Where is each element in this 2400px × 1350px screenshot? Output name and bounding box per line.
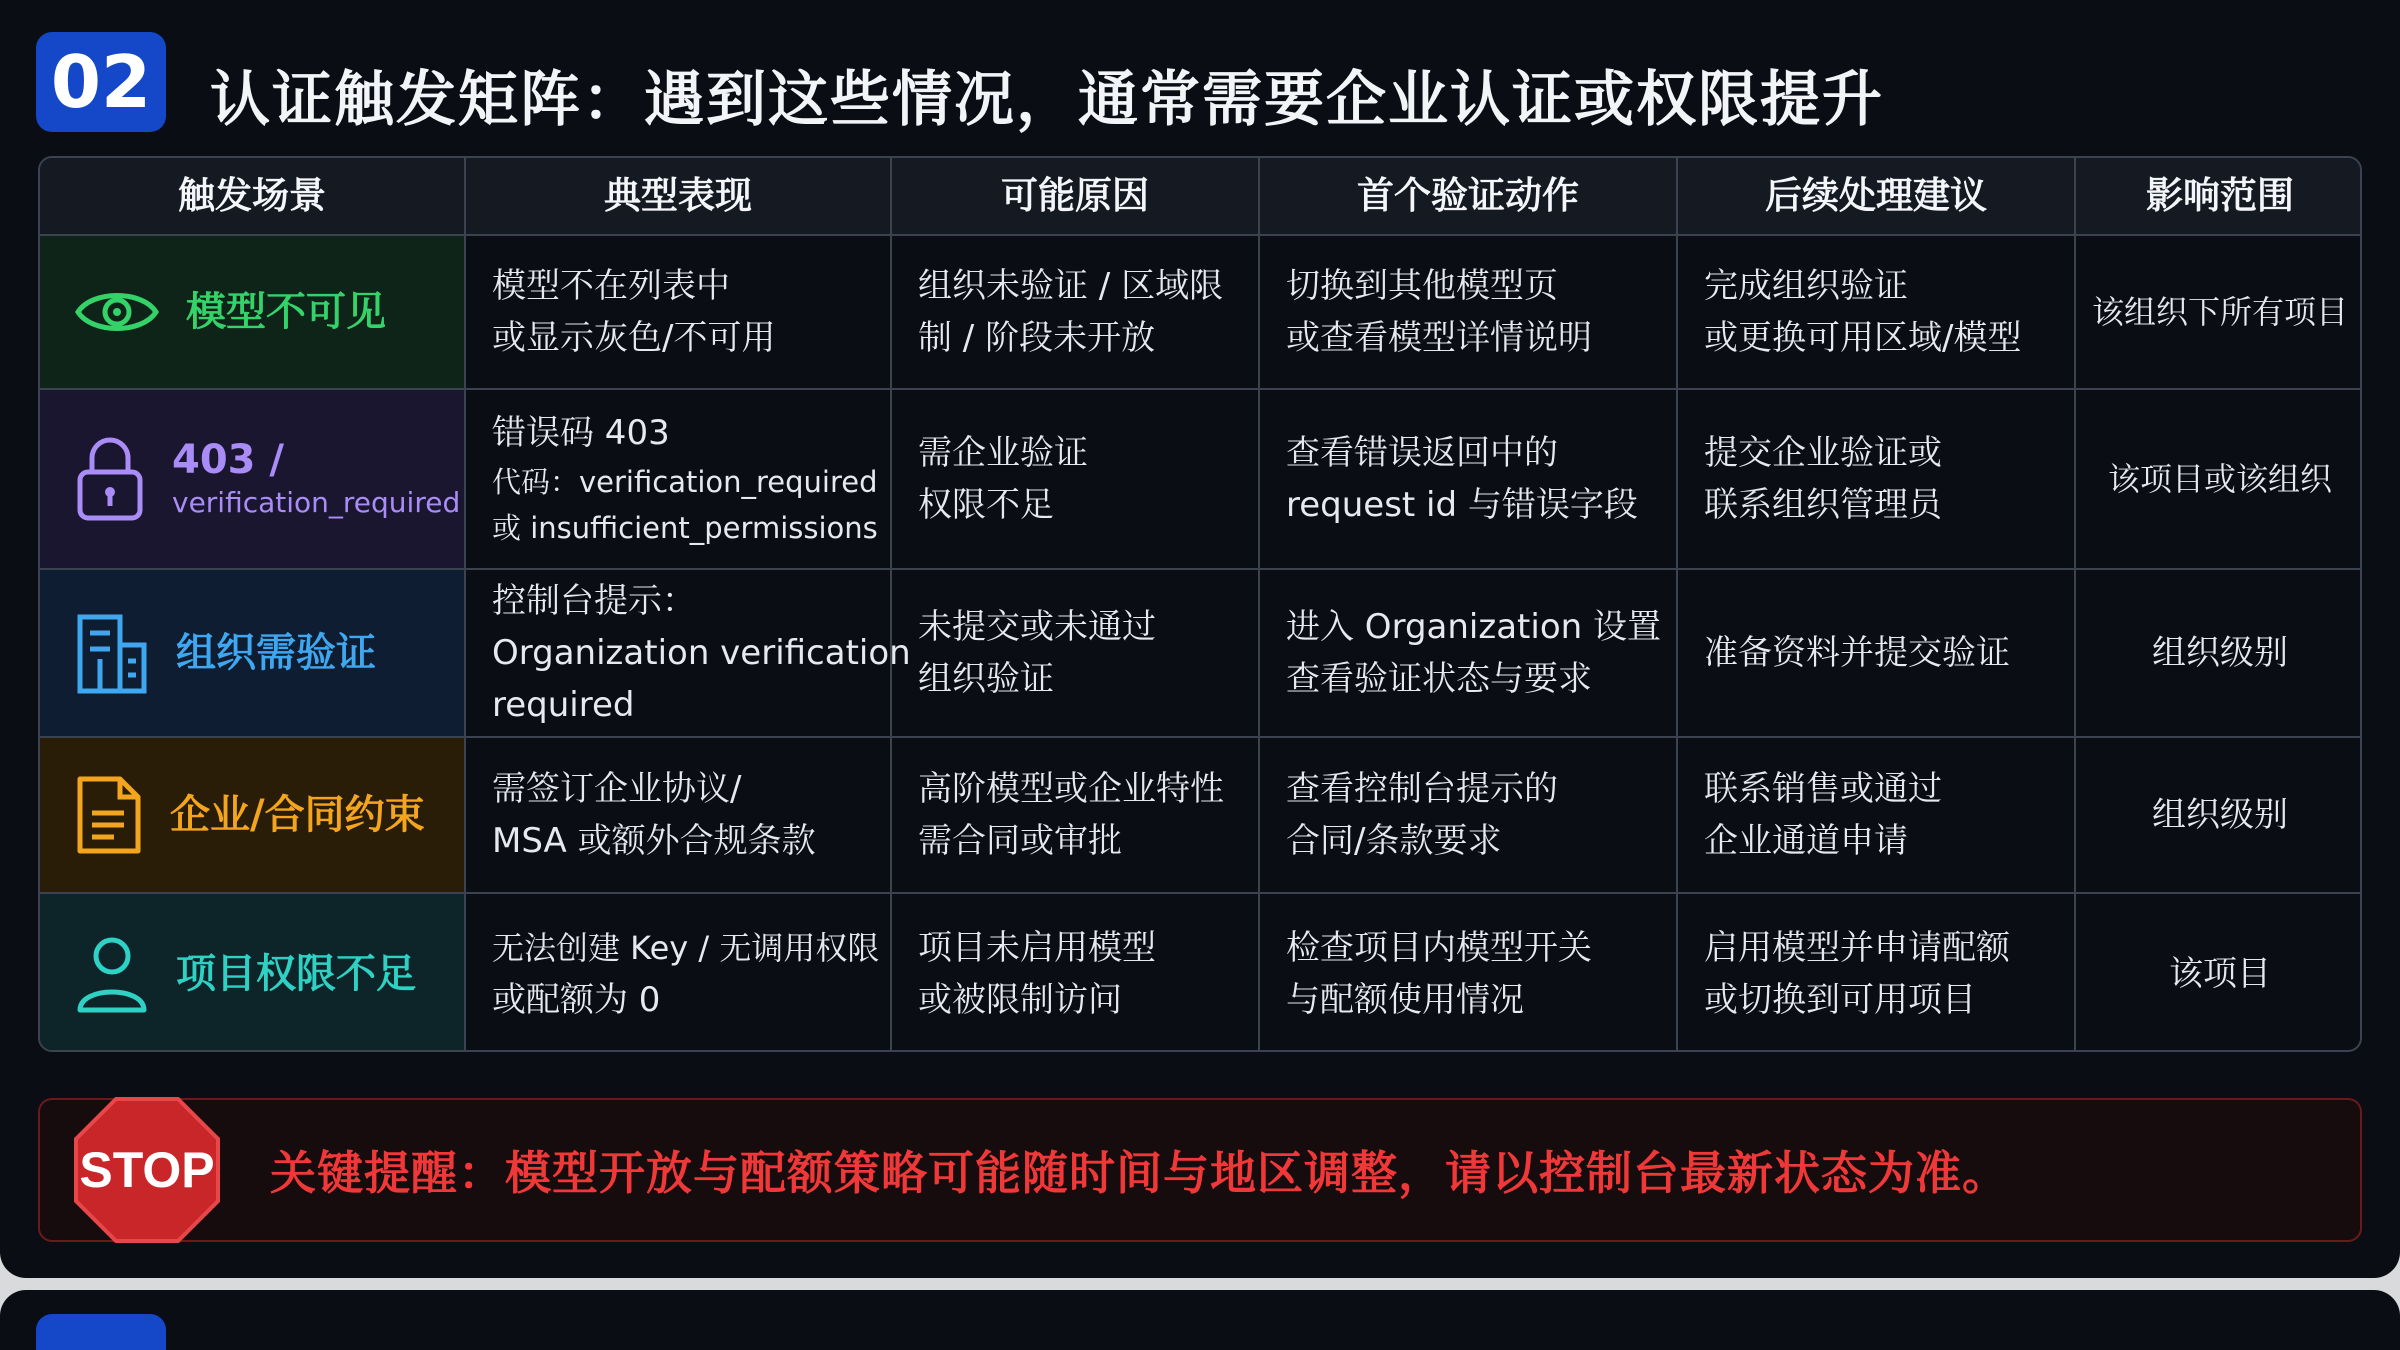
first-action-cell bbox=[1260, 894, 1678, 1052]
symptom-line: 错误码 403 bbox=[492, 413, 670, 453]
symptom-cell bbox=[466, 390, 892, 570]
cause-line: 权限不足 bbox=[918, 485, 1054, 525]
follow-up-line: 提交企业验证或 bbox=[1704, 433, 1942, 473]
scope-cell: 组织级别 bbox=[2076, 570, 2362, 738]
section-title: 认证触发矩阵：遇到这些情况，通常需要企业认证或权限提升 bbox=[210, 65, 1884, 135]
follow-up-line: 联系销售或通过 bbox=[1704, 769, 1942, 809]
cause-line: 需合同或审批 bbox=[918, 821, 1122, 861]
follow-up-line: 准备资料并提交验证 bbox=[1704, 633, 2010, 673]
symptom-line: required bbox=[492, 685, 635, 725]
cause-line: 未提交或未通过 bbox=[918, 607, 1156, 647]
trigger-label: 403 / bbox=[172, 437, 285, 483]
cause-line: 组织未验证 / 区域限 bbox=[918, 266, 1224, 306]
symptom-line: 需签订企业协议/ bbox=[492, 769, 742, 809]
cause-cell bbox=[892, 570, 1260, 738]
lock-icon bbox=[74, 434, 146, 524]
follow-up-line: 或切换到可用项目 bbox=[1704, 980, 1976, 1020]
cause-cell bbox=[892, 894, 1260, 1052]
action-line: 查看验证状态与要求 bbox=[1286, 659, 1592, 699]
follow-up-line: 企业通道申请 bbox=[1704, 821, 1908, 861]
scope-cell: 该项目或该组织 bbox=[2076, 390, 2362, 570]
trigger-cell bbox=[40, 236, 466, 390]
symptom-line: 模型不在列表中 bbox=[492, 266, 730, 306]
cause-cell bbox=[892, 390, 1260, 570]
header-first-action: 首个验证动作 bbox=[1260, 158, 1678, 236]
scope-cell: 组织级别 bbox=[2076, 738, 2362, 894]
header-scope: 影响范围 bbox=[2076, 158, 2362, 236]
follow-up-cell bbox=[1678, 738, 2076, 894]
reminder-text: 关键提醒：模型开放与配额策略可能随时间与地区调整，请以控制台最新状态为准。 bbox=[270, 1146, 2009, 1200]
first-action-cell bbox=[1260, 738, 1678, 894]
header-follow-up: 后续处理建议 bbox=[1678, 158, 2076, 236]
cause-line: 或被限制访问 bbox=[918, 980, 1122, 1020]
symptom-line: 控制台提示： bbox=[492, 581, 696, 621]
symptom-cell bbox=[466, 570, 911, 738]
follow-up-line: 或更换可用区域/模型 bbox=[1704, 318, 2022, 358]
section-number-badge: 02 bbox=[36, 32, 166, 132]
scope-cell: 该组织下所有项目 bbox=[2076, 236, 2362, 390]
symptom-line: Organization verification bbox=[492, 633, 911, 673]
symptom-cell bbox=[466, 738, 892, 894]
action-line: 与配额使用情况 bbox=[1286, 980, 1524, 1020]
follow-up-line: 完成组织验证 bbox=[1704, 266, 1908, 306]
trigger-label: 企业/合同约束 bbox=[170, 792, 425, 838]
follow-up-cell bbox=[1678, 236, 2076, 390]
action-line: 或查看模型详情说明 bbox=[1286, 318, 1592, 358]
trigger-label-group bbox=[172, 436, 460, 522]
trigger-sublabel: verification_required bbox=[172, 486, 461, 519]
symptom-cell bbox=[466, 236, 892, 390]
follow-up-line: 联系组织管理员 bbox=[1704, 485, 1942, 525]
symptom-line: MSA 或额外合规条款 bbox=[492, 821, 816, 861]
header-cause: 可能原因 bbox=[892, 158, 1260, 236]
action-line: 查看控制台提示的 bbox=[1286, 769, 1558, 809]
cause-cell bbox=[892, 738, 1260, 894]
cause-cell bbox=[892, 236, 1260, 390]
action-line: 进入 Organization 设置 bbox=[1286, 607, 1661, 647]
key-reminder-banner bbox=[38, 1098, 2362, 1242]
trigger-matrix-table bbox=[38, 156, 2362, 1052]
header-symptom: 典型表现 bbox=[466, 158, 892, 236]
eye-icon bbox=[74, 282, 160, 342]
cause-line: 需企业验证 bbox=[918, 433, 1088, 473]
next-section-panel bbox=[0, 1290, 2400, 1350]
action-line: 合同/条款要求 bbox=[1286, 821, 1502, 861]
cause-line: 制 / 阶段未开放 bbox=[918, 318, 1156, 358]
trigger-label: 项目权限不足 bbox=[176, 951, 416, 997]
first-action-cell bbox=[1260, 390, 1678, 570]
trigger-cell bbox=[40, 738, 466, 894]
stop-sign-text: STOP bbox=[79, 1142, 215, 1198]
action-line: 检查项目内模型开关 bbox=[1286, 928, 1592, 968]
action-line: 切换到其他模型页 bbox=[1286, 266, 1558, 306]
symptom-cell bbox=[466, 894, 892, 1052]
next-section-badge bbox=[36, 1314, 166, 1350]
symptom-line: 或 insufficient_permissions bbox=[492, 511, 878, 545]
first-action-cell bbox=[1260, 236, 1678, 390]
document-icon bbox=[74, 773, 144, 857]
user-icon bbox=[74, 934, 150, 1014]
cause-line: 项目未启用模型 bbox=[918, 928, 1156, 968]
symptom-line: 或配额为 0 bbox=[492, 980, 661, 1020]
symptom-line: 无法创建 Key / 无调用权限 bbox=[492, 929, 880, 967]
follow-up-cell bbox=[1678, 390, 2076, 570]
trigger-label: 模型不可见 bbox=[186, 289, 386, 335]
follow-up-cell bbox=[1678, 894, 2076, 1052]
follow-up-cell bbox=[1678, 570, 2076, 738]
trigger-cell bbox=[40, 894, 466, 1052]
follow-up-line: 启用模型并申请配额 bbox=[1704, 928, 2010, 968]
symptom-line: 或显示灰色/不可用 bbox=[492, 318, 776, 358]
trigger-label: 组织需验证 bbox=[176, 630, 376, 676]
symptom-line: 代码：verification_required bbox=[492, 465, 878, 499]
trigger-cell bbox=[40, 390, 466, 570]
action-line: 查看错误返回中的 bbox=[1286, 433, 1558, 473]
action-line: request id 与错误字段 bbox=[1286, 485, 1638, 525]
building-icon bbox=[74, 611, 150, 695]
stop-sign-icon bbox=[72, 1095, 222, 1245]
trigger-cell bbox=[40, 570, 466, 738]
cause-line: 高阶模型或企业特性 bbox=[918, 769, 1224, 809]
scope-cell: 该项目 bbox=[2169, 954, 2271, 994]
cause-line: 组织验证 bbox=[918, 659, 1054, 699]
header-trigger: 触发场景 bbox=[40, 158, 466, 236]
first-action-cell bbox=[1260, 570, 1678, 738]
